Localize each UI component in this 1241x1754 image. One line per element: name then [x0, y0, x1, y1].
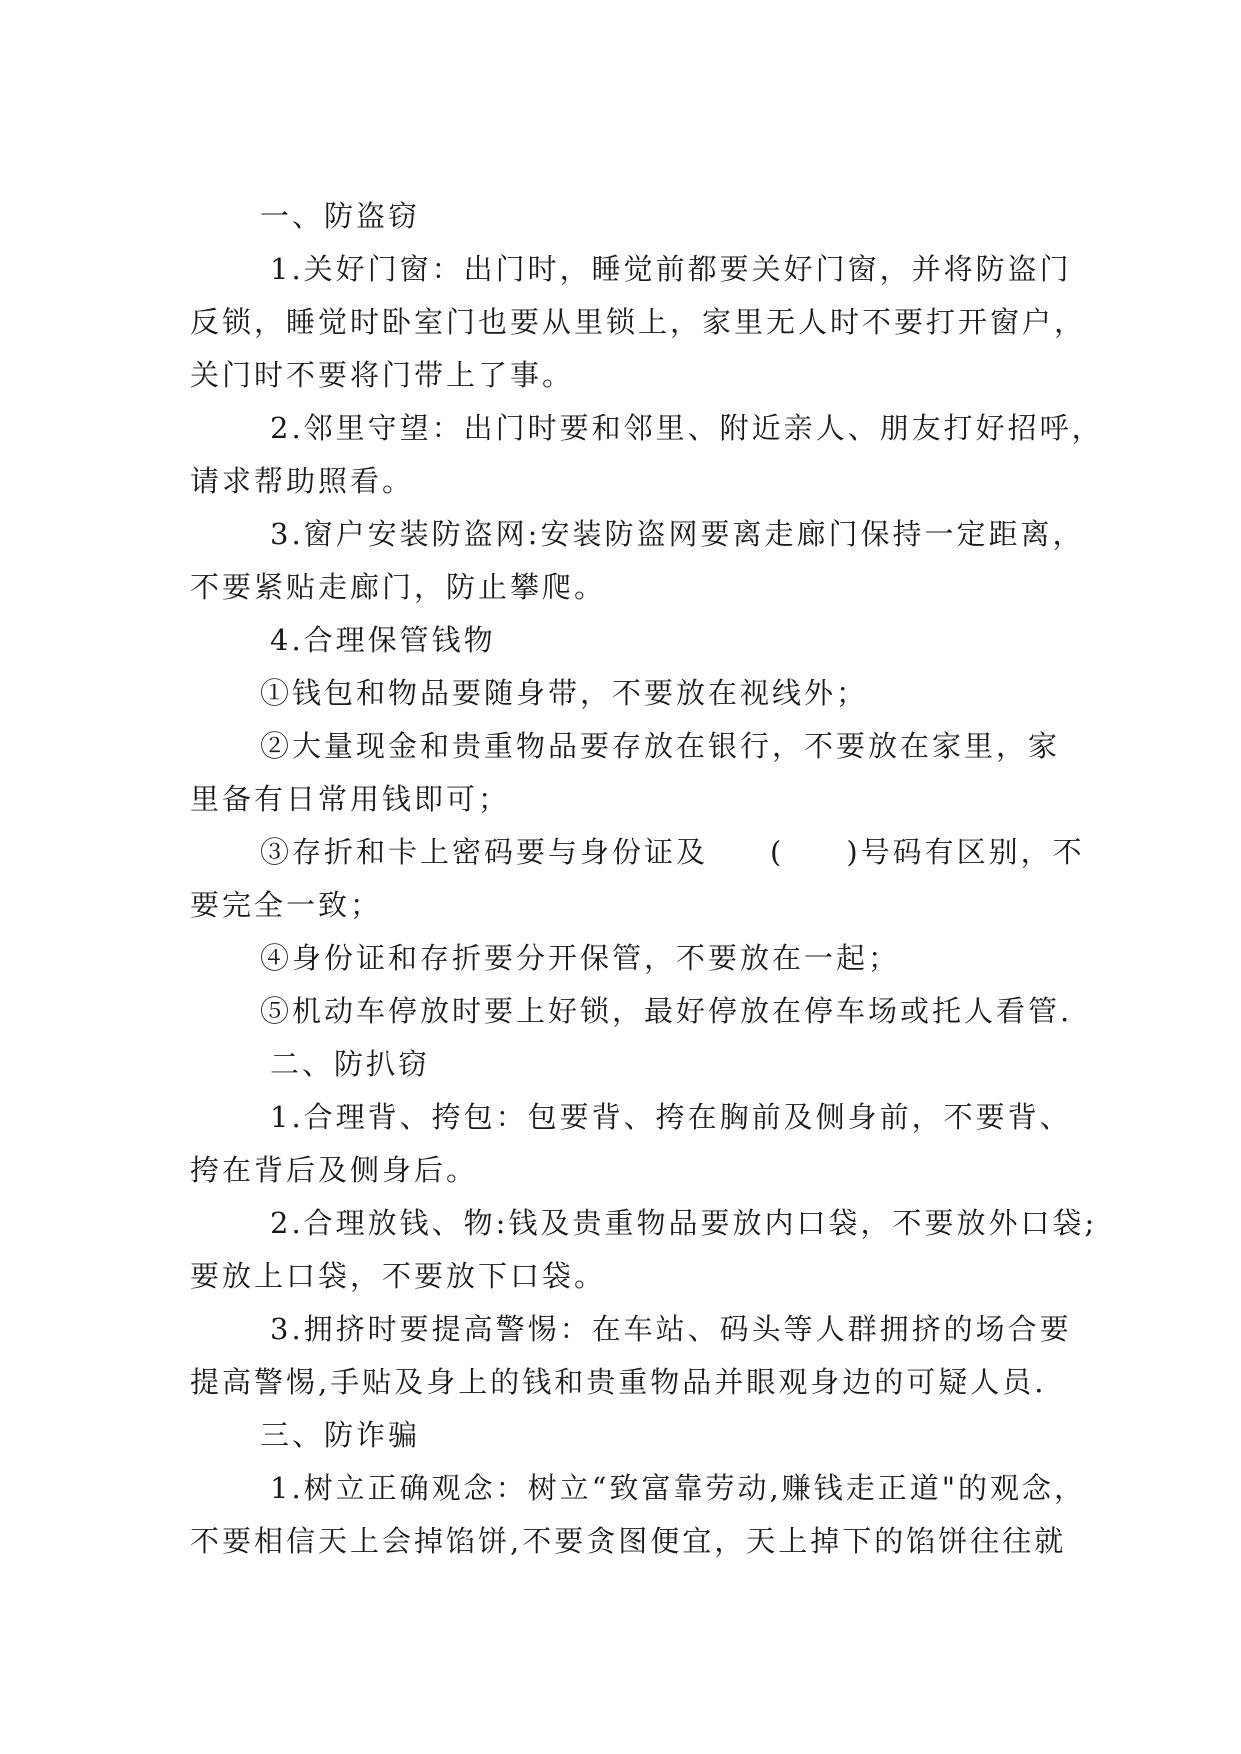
paragraph-line: 2.合理放钱、物:钱及贵重物品要放内口袋，不要放外口袋; — [270, 1206, 1098, 1240]
paragraph-line: 3.拥挤时要提高警惕：在车站、码头等人群拥挤的场合要 — [270, 1312, 1072, 1346]
subheading-line: 4.合理保管钱物 — [270, 623, 496, 657]
paragraph-line: 里备有日常用钱即可； — [190, 782, 511, 816]
paragraph-line: 1.合理背、挎包：包要背、挎在胸前及侧身前，不要背、 — [270, 1100, 1072, 1134]
list-item: ①钱包和物品要随身带，不要放在视线外； — [260, 676, 869, 710]
section-heading-anti-fraud: 三、防诈骗 — [260, 1418, 421, 1452]
paragraph-line: 关门时不要将门带上了事。 — [190, 358, 575, 392]
paragraph-line: 挎在背后及侧身后。 — [190, 1153, 479, 1187]
document-body — [190, 190, 1104, 1568]
list-item: ②大量现金和贵重物品要存放在银行，不要放在家里，家 — [260, 729, 1061, 763]
list-item: ④身份证和存折要分开保管，不要放在一起； — [260, 941, 901, 975]
list-item-text-end: )号码有区别，不 — [846, 835, 1085, 869]
paragraph-line: 要完全一致； — [190, 888, 383, 922]
paragraph-line: 反锁，睡觉时卧室门也要从里锁上，家里无人时不要打开窗户， — [190, 305, 1087, 339]
paragraph-line: 提高警惕,手贴及身上的钱和贵重物品并眼观身边的可疑人员. — [190, 1365, 1047, 1399]
paragraph-line: 1.树立正确观念：树立“致富靠劳动,赚钱走正道"的观念， — [270, 1471, 1087, 1505]
list-item-text-start: ③存折和卡上密码要与身份证及 — [260, 835, 709, 869]
paragraph-line: 不要相信天上会掉馅饼,不要贪图便宜，天上掉下的馅饼往往就 — [190, 1524, 1067, 1558]
paragraph-line: 3.窗户安装防盗网:安装防盗网要离走廊门保持一定距离， — [270, 517, 1085, 551]
open-parenthesis: ( — [770, 835, 785, 869]
section-heading-anti-pickpocket: 二、防扒窃 — [270, 1047, 431, 1081]
section-heading-anti-theft: 一、防盗窃 — [260, 199, 421, 233]
paragraph-line: 要放上口袋，不要放下口袋。 — [190, 1259, 607, 1293]
paragraph-line: 请求帮助照看。 — [190, 464, 415, 498]
paragraph-line: 不要紧贴走廊门，防止攀爬。 — [190, 570, 607, 604]
paragraph-line: 1.关好门窗：出门时，睡觉前都要关好门窗，并将防盗门 — [270, 252, 1072, 286]
list-item — [190, 826, 1085, 879]
list-item: ⑤机动车停放时要上好锁，最好停放在停车场或托人看管. — [260, 994, 1073, 1028]
paragraph-line: 2.邻里守望：出门时要和邻里、附近亲人、朋友打好招呼， — [270, 411, 1104, 445]
